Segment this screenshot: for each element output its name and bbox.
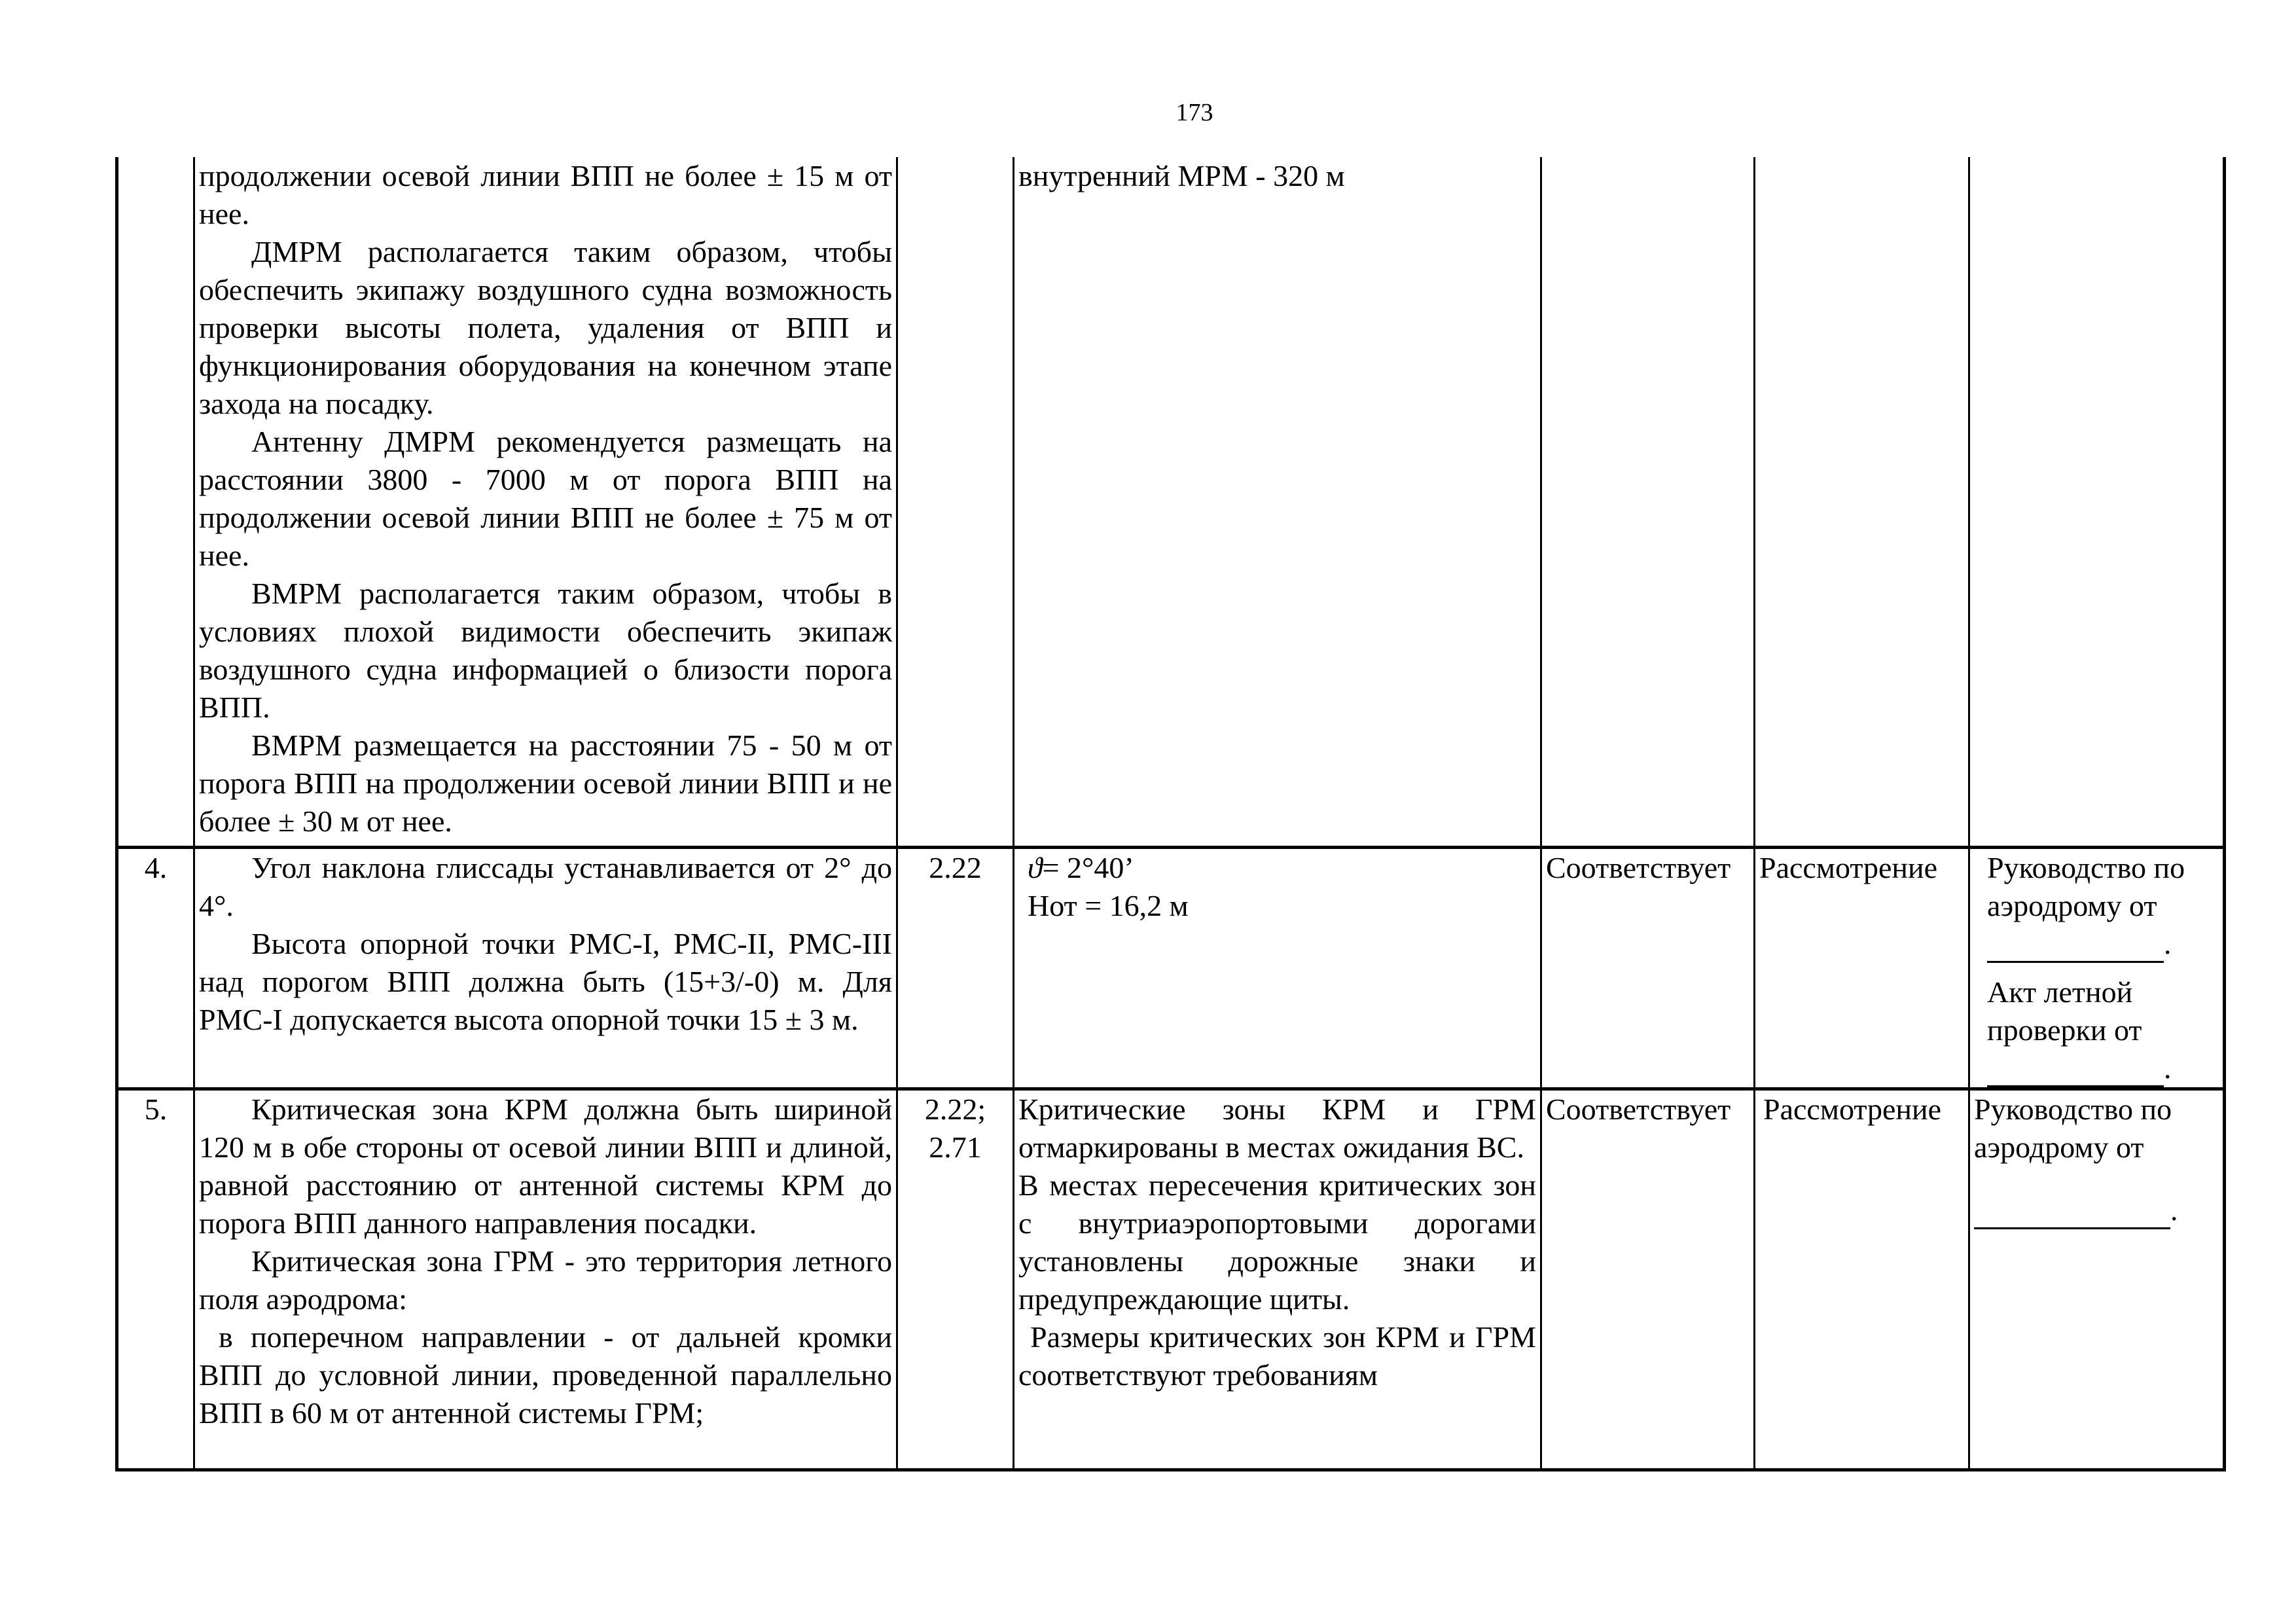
- requirement-paragraph: продолжении осевой линии ВПП не более ± 15 м от нее.: [199, 159, 892, 230]
- method-cell: [1755, 157, 1969, 847]
- row-number-cell: [117, 157, 194, 847]
- method-cell: Рассмотрение: [1755, 847, 1969, 1089]
- document-blank-line: [1987, 1049, 2219, 1087]
- reference-line: 2.71: [929, 1130, 982, 1164]
- document-text: .: [2164, 926, 2172, 960]
- actual-text: внутренний МРМ - 320 м: [1018, 159, 1345, 192]
- table-row: [117, 1089, 2225, 1470]
- page-number: 173: [1175, 99, 1213, 126]
- actual-cell: [1014, 157, 1541, 847]
- method-cell: Рассмотрение: [1755, 1089, 1969, 1470]
- reference-cell: [897, 1089, 1014, 1470]
- conformity-cell: Соответствует: [1541, 847, 1755, 1089]
- requirement-cell: [194, 1089, 897, 1470]
- row-number-cell: 5.: [117, 1089, 194, 1470]
- date-blank: [1987, 935, 2164, 963]
- date-blank: [1974, 1201, 2170, 1229]
- actual-text: Критические зоны КРМ и ГРМ отмаркированы в местах ожидания ВС.: [1018, 1092, 1536, 1164]
- requirement-paragraph: Угол наклона глиссады устанавливается от 2° до 4°.: [199, 850, 892, 922]
- requirement-paragraph: в поперечном направлении - от дальней кромки ВПП до условной линии, проведенной параллельно ВПП в 60 м от антенной системы ГРМ;: [199, 1320, 892, 1430]
- actual-text: В местах пересечения критических зон с внутриаэропортовыми дорогами установлены дорожные знаки и предупреждающие щиты.: [1018, 1168, 1536, 1316]
- reference-line: 2.22;: [924, 1092, 986, 1126]
- conformity-cell: Соответствует: [1541, 1089, 1755, 1470]
- requirement-paragraph: Критическая зона ГРМ - это территория летного поля аэродрома:: [199, 1244, 892, 1316]
- row-number-cell: 4.: [117, 847, 194, 1089]
- actual-text: [1028, 849, 1536, 887]
- theta-symbol: ϑ: [1028, 850, 1043, 884]
- document-text: .: [2170, 1193, 2178, 1227]
- requirements-table: [115, 157, 2226, 1471]
- requirement-paragraph: Высота опорной точки РМС-I, РМС-II, РМС-III над порогом ВПП должна быть (15+3/-0) м. Для РМС-I допускается высота опорной точки 15 ± 3 м.: [199, 926, 892, 1036]
- requirement-paragraph: Антенну ДМРМ рекомендуется размещать на расстоянии 3800 - 7000 м от порога ВПП на продолжении осевой линии ВПП не более ± 75 м от нее.: [199, 425, 892, 572]
- conformity-cell: [1541, 157, 1755, 847]
- table-row: [117, 847, 2225, 1089]
- document-text: Руководство по аэродрому от: [1974, 1092, 2172, 1164]
- document-cell: [1969, 157, 2225, 847]
- requirement-paragraph: ДМРМ располагается таким образом, чтобы обеспечить экипажу воздушного судна возможность проверки высоты полета, удаления от ВПП и функционирования оборудования на конечном этапе захода на посадку.: [199, 235, 892, 420]
- requirement-paragraph: Критическая зона КРМ должна быть шириной 120 м в обе стороны от осевой линии ВПП и длиной, равной расстоянию от антенной системы КРМ до порога ВПП данного направления посадки.: [199, 1092, 892, 1240]
- date-blank: [1987, 1059, 2164, 1087]
- document-cell: [1969, 847, 2225, 1089]
- glide-angle-value: = 2°40’: [1042, 850, 1134, 884]
- requirement-cell: [194, 157, 897, 847]
- reference-cell: [897, 157, 1014, 847]
- actual-text: Нот = 16,2 м: [1028, 888, 1189, 922]
- requirement-paragraph: ВМРМ располагается таким образом, чтобы в условиях плохой видимости обеспечить экипаж воздушного судна информацией о близости порога ВПП.: [199, 577, 892, 724]
- requirement-paragraph: ВМРМ размещается на расстоянии 75 - 50 м от порога ВПП на продолжении осевой линии ВПП и не более ± 30 м от нее.: [199, 729, 892, 838]
- document-text: .: [2164, 1051, 2172, 1085]
- document-text: Акт летной проверки от: [1987, 975, 2142, 1047]
- reference-cell: 2.22: [897, 847, 1014, 1089]
- document-cell: [1969, 1089, 2225, 1470]
- document-text: Руководство по аэродрому от: [1987, 850, 2185, 922]
- document-blank-line: [1987, 925, 2219, 963]
- actual-cell: [1014, 1089, 1541, 1470]
- requirement-cell: [194, 847, 897, 1089]
- actual-cell: [1014, 847, 1541, 1089]
- actual-text: Размеры критических зон КРМ и ГРМ соответствуют требованиям: [1018, 1320, 1536, 1392]
- table-row: [117, 157, 2225, 847]
- document-blank-line: [1974, 1191, 2219, 1229]
